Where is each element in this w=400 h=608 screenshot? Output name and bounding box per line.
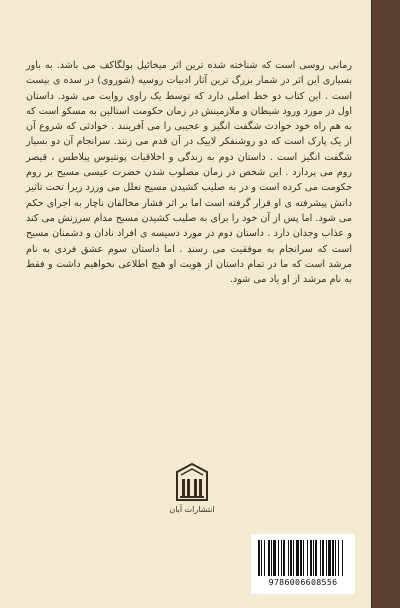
barcode-bar — [303, 540, 304, 576]
barcode-bar — [290, 540, 292, 576]
barcode-bar — [307, 540, 308, 576]
barcode-bar — [293, 540, 294, 576]
publisher-building-logo — [175, 462, 209, 502]
barcode-bar — [335, 540, 336, 576]
publisher-logo — [166, 462, 218, 524]
barcode-bar — [273, 540, 276, 576]
barcode-bar — [261, 540, 262, 576]
barcode-bar — [258, 540, 260, 576]
barcode-bar — [328, 540, 331, 576]
barcode-bar — [278, 540, 279, 576]
barcode-bar — [342, 540, 343, 576]
isbn-barcode — [251, 534, 355, 594]
barcode-bar — [268, 540, 270, 576]
barcode-bar — [296, 540, 299, 576]
barcode-bar — [326, 540, 327, 576]
barcode-bar — [264, 540, 265, 576]
barcode-bar — [300, 540, 302, 576]
barcode-bars — [257, 540, 349, 576]
barcode-bar — [283, 540, 285, 576]
barcode-bar — [310, 540, 312, 576]
barcode-bar — [320, 540, 321, 576]
barcode-bar — [281, 540, 282, 576]
book-spine — [372, 0, 400, 608]
barcode-bar — [313, 540, 314, 576]
publisher-name: انتشارات آبان — [169, 505, 215, 514]
barcode-bar — [315, 540, 317, 576]
barcode-bar — [322, 540, 324, 576]
barcode-bar — [271, 540, 272, 576]
book-description — [26, 58, 352, 287]
barcode-bar — [338, 540, 339, 576]
description-text: رمانی روسی است که شناخته شده ترین اثر میخائیل بولگاکف می باشد. به باور بسیاری این اثر در شمار بزرگ ترین آثار ادبیات روسیه (شوروی) در سده ی بیست است . این کتاب دو خط اصلی دارد که توسط یک راوی روایت می شود. داستان اول در مورد ورود شیطان و ملازمینش در زمان حکومت استالین به مسکو است که به هم راه خود حوادث شگفت انگیز و عجیبی را می آفرینند . حوادثی که شروع آن از یک پارک است که دو روشنفکر لاییک در آن قدم می زنند. سرانجام آن دو بسیار شگفت انگیز است . داستان دوم به زندگی و اخلاقیات پونتیوس پیلاطس ، قیصر روم می پردازد . این شخص در زمان مصلوب شدن حضرت عیسی مسیح بر روم حکومت می کرده است و در به صلیب کشیدن مسیح تعلل می ورزد زیرا تحت تاثیر دانش پیشرفته ی او قرار گرفته است اما بر اثر فشار مخالفان ناچار به اجرای حکم می شود. اما پس از آن خود را برای به صلیب کشیدن مسیح مدام سرزنش می کند و عذاب وجدان دارد . داستان دوم در مورد دسیسه ی افراد نادان و دشمنان مسیح است که سرانجام به موفقیت می رسند . اما داستان سوم عشق فردی به نام مرشد است که ما در تمام داستان از هویت او هیچ اطلاعی نخواهیم داشت و فقط به نام مرشد از او یاد می شود. — [26, 60, 352, 286]
barcode-bar — [332, 540, 334, 576]
isbn-number: 9786006608556 — [268, 577, 338, 587]
barcode-bar — [288, 540, 289, 576]
